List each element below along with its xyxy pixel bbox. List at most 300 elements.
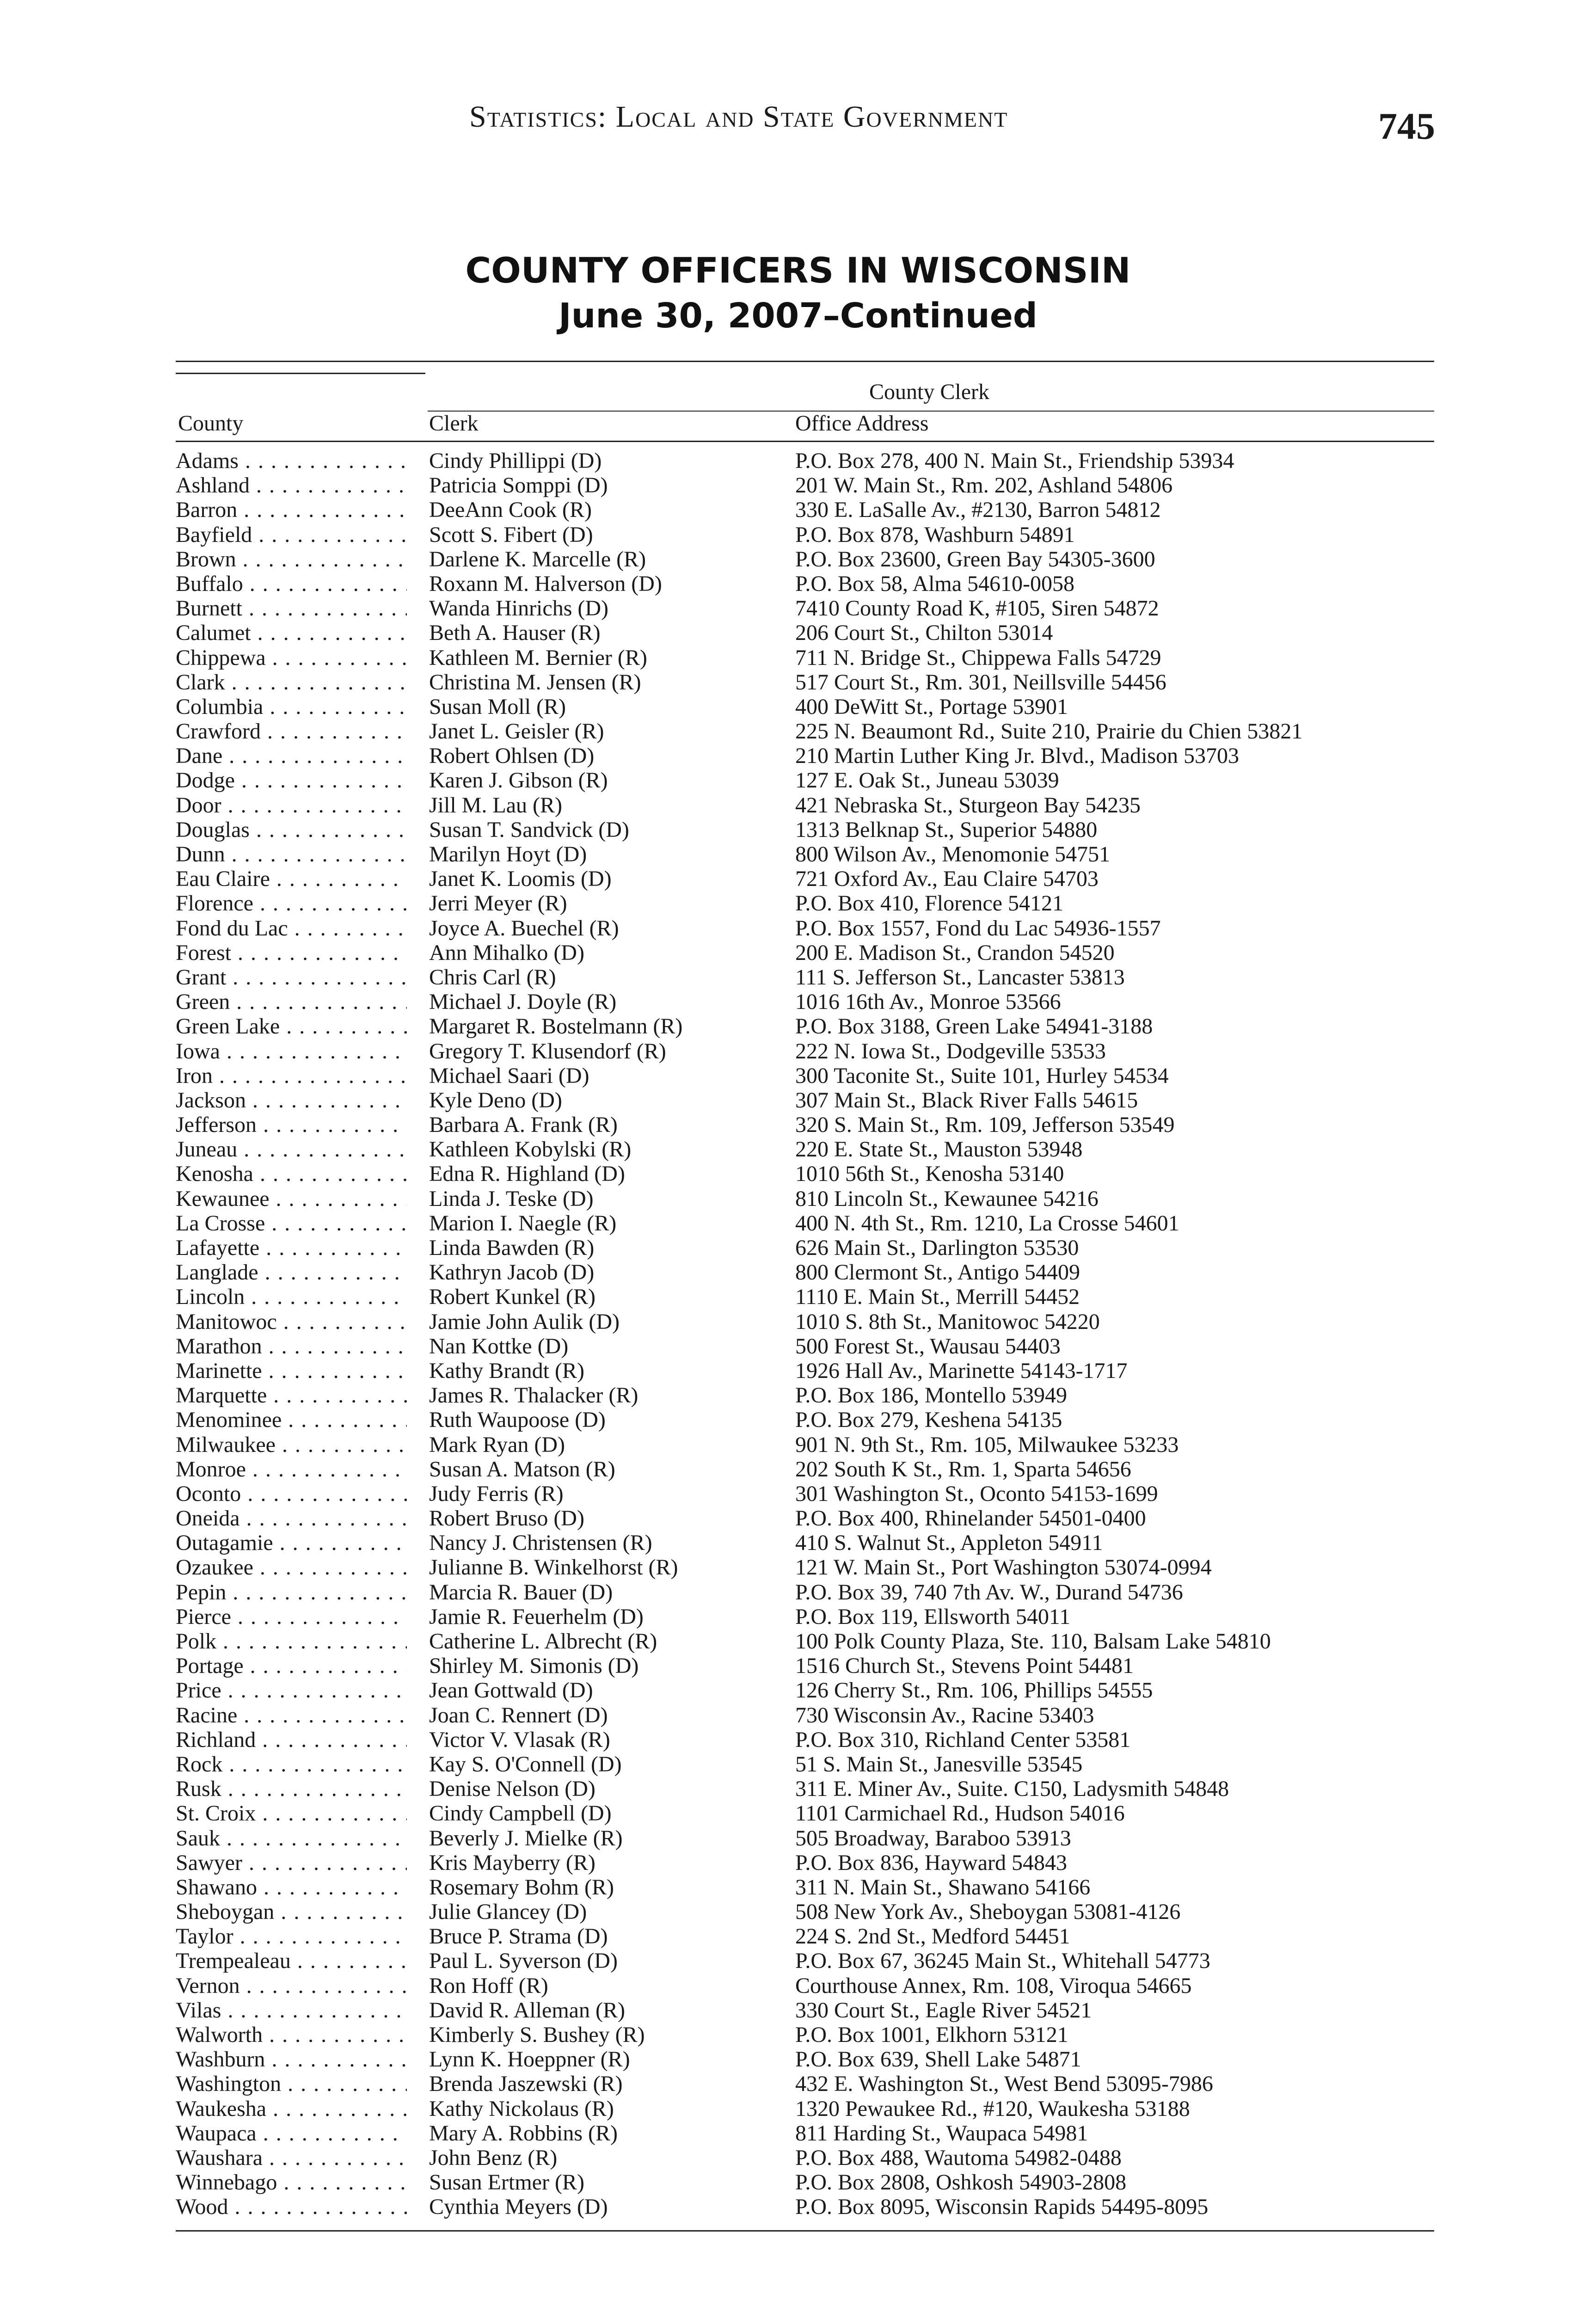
address-cell: 222 N. Iowa St., Dodgeville 53533: [795, 1039, 1106, 1064]
county-cell: La Crosse . . .: [176, 1211, 407, 1236]
county-cell: Lincoln . . .: [176, 1285, 407, 1309]
table-row: [176, 965, 1434, 990]
county-cell: Juneau . . .: [176, 1137, 407, 1162]
county-cell: Waushara . . .: [176, 2146, 407, 2170]
county-cell: Buffalo . . .: [176, 572, 407, 596]
table-row: [176, 1826, 1434, 1851]
county-cell: Fond du Lac . . .: [176, 916, 407, 941]
table-row: [176, 2047, 1434, 2072]
county-cell: Dodge . . .: [176, 768, 407, 793]
county-cell: Kewaunee . . .: [176, 1187, 407, 1211]
address-cell: 517 Court St., Rm. 301, Neillsville 54456: [795, 670, 1166, 695]
table-row: [176, 1900, 1434, 1924]
clerk-cell: Patricia Somppi (D): [429, 473, 608, 498]
address-cell: 1313 Belknap St., Superior 54880: [795, 817, 1098, 842]
table-row: [176, 1039, 1434, 1064]
clerk-cell: Linda Bawden (R): [429, 1236, 595, 1260]
table-row: [176, 2170, 1434, 2195]
county-cell: Forest . . .: [176, 941, 407, 965]
clerk-cell: Kathleen Kobylski (R): [429, 1137, 632, 1162]
clerk-cell: Barbara A. Frank (R): [429, 1113, 618, 1138]
address-cell: 800 Wilson Av., Menomonie 54751: [795, 842, 1111, 867]
address-cell: 1010 S. 8th St., Manitowoc 54220: [795, 1309, 1100, 1334]
table-row: [176, 1408, 1434, 1432]
county-cell: Waukesha . . .: [176, 2097, 407, 2121]
table-row: [176, 2023, 1434, 2047]
clerk-cell: Janet L. Geisler (R): [429, 719, 604, 744]
table-row: [176, 842, 1434, 867]
county-cell: Eau Claire . . .: [176, 867, 407, 891]
address-cell: 320 S. Main St., Rm. 109, Jefferson 53549: [795, 1113, 1175, 1138]
county-cell: Adams . . .: [176, 449, 407, 473]
county-cell: St. Croix . . .: [176, 1801, 407, 1826]
clerk-cell: Wanda Hinrichs (D): [429, 596, 609, 621]
address-cell: P.O. Box 488, Wautoma 54982-0488: [795, 2145, 1122, 2170]
table-row: [176, 523, 1434, 547]
address-cell: 220 E. State St., Mauston 53948: [795, 1137, 1083, 1162]
county-cell: Brown . . .: [176, 547, 407, 572]
address-cell: 721 Oxford Av., Eau Claire 54703: [795, 867, 1099, 892]
county-officer-table: [176, 449, 1434, 2220]
table-row: [176, 596, 1434, 621]
table-top-rule-short: [176, 373, 425, 374]
table-row: [176, 1064, 1434, 1088]
county-cell: Langlade . . .: [176, 1260, 407, 1285]
table-row: [176, 744, 1434, 768]
address-cell: 1926 Hall Av., Marinette 54143-1717: [795, 1358, 1128, 1383]
table-bottom-rule: [176, 2230, 1434, 2232]
county-cell: Winnebago . . .: [176, 2170, 407, 2195]
table-row: [176, 1236, 1434, 1260]
address-cell: 901 N. 9th St., Rm. 105, Milwaukee 53233: [795, 1432, 1179, 1457]
county-cell: Washburn . . .: [176, 2047, 407, 2072]
address-cell: 127 E. Oak St., Juneau 53039: [795, 768, 1059, 793]
table-row: [176, 1851, 1434, 1875]
clerk-cell: Margaret R. Bostelmann (R): [429, 1014, 683, 1039]
header-group-rule: [428, 411, 1434, 412]
address-cell: 100 Polk County Plaza, Ste. 110, Balsam Lake 54810: [795, 1629, 1271, 1654]
clerk-cell: Cindy Campbell (D): [429, 1801, 612, 1826]
table-row: [176, 1605, 1434, 1629]
county-cell: Marathon . . .: [176, 1334, 407, 1359]
address-cell: P.O. Box 39, 740 7th Av. W., Durand 54736: [795, 1580, 1183, 1605]
address-cell: P.O. Box 23600, Green Bay 54305-3600: [795, 547, 1155, 572]
table-row: [176, 1113, 1434, 1137]
address-cell: P.O. Box 119, Ellsworth 54011: [795, 1604, 1071, 1629]
county-cell: Iron . . .: [176, 1064, 407, 1088]
county-cell: Marquette . . .: [176, 1383, 407, 1408]
clerk-cell: Chris Carl (R): [429, 965, 556, 990]
clerk-cell: Michael J. Doyle (R): [429, 990, 617, 1015]
county-cell: Shawano . . .: [176, 1875, 407, 1900]
clerk-cell: Christina M. Jensen (R): [429, 670, 641, 695]
table-row: [176, 473, 1434, 498]
clerk-cell: Kris Mayberry (R): [429, 1850, 595, 1875]
address-cell: 301 Washington St., Oconto 54153-1699: [795, 1481, 1158, 1506]
address-cell: 811 Harding St., Waupaca 54981: [795, 2121, 1088, 2146]
clerk-cell: Jamie John Aulik (D): [429, 1309, 620, 1334]
clerk-cell: Nan Kottke (D): [429, 1334, 569, 1359]
county-cell: Kenosha . . .: [176, 1162, 407, 1186]
header-office-address: Office Address: [795, 411, 929, 436]
table-row: [176, 449, 1434, 473]
address-cell: 1320 Pewaukee Rd., #120, Waukesha 53188: [795, 2096, 1190, 2121]
clerk-cell: Lynn K. Hoeppner (R): [429, 2047, 630, 2072]
address-cell: P.O. Box 1557, Fond du Lac 54936-1557: [795, 916, 1161, 941]
county-cell: Price . . .: [176, 1678, 407, 1703]
table-row: [176, 867, 1434, 891]
county-cell: Douglas . . .: [176, 818, 407, 842]
address-cell: 300 Taconite St., Suite 101, Hurley 54534: [795, 1063, 1169, 1088]
table-row: [176, 1482, 1434, 1506]
address-cell: 711 N. Bridge St., Chippewa Falls 54729: [795, 645, 1161, 670]
county-cell: Sawyer . . .: [176, 1851, 407, 1875]
clerk-cell: Kathleen M. Bernier (R): [429, 645, 647, 670]
clerk-cell: Ann Mihalko (D): [429, 940, 584, 965]
clerk-cell: DeeAnn Cook (R): [429, 498, 592, 523]
table-row: [176, 1162, 1434, 1186]
clerk-cell: Marcia R. Bauer (D): [429, 1580, 613, 1605]
clerk-cell: Robert Kunkel (R): [429, 1285, 595, 1310]
clerk-cell: Kay S. O'Connell (D): [429, 1752, 622, 1777]
county-cell: Menominee . . .: [176, 1408, 407, 1432]
clerk-cell: Kathy Nickolaus (R): [429, 2096, 614, 2121]
address-cell: 1101 Carmichael Rd., Hudson 54016: [795, 1801, 1125, 1826]
county-cell: Bayfield . . .: [176, 523, 407, 547]
clerk-cell: Scott S. Fibert (D): [429, 522, 593, 547]
clerk-cell: David R. Alleman (R): [429, 1998, 625, 2023]
table-row: [176, 941, 1434, 965]
table-row: [176, 1752, 1434, 1777]
address-cell: P.O. Box 186, Montello 53949: [795, 1383, 1068, 1408]
clerk-cell: Susan Ertmer (R): [429, 2170, 584, 2195]
clerk-cell: Kyle Deno (D): [429, 1088, 562, 1113]
clerk-cell: Roxann M. Halverson (D): [429, 571, 662, 596]
table-row: [176, 1678, 1434, 1703]
table-row: [176, 1531, 1434, 1555]
table-row: [176, 1310, 1434, 1334]
clerk-cell: Jean Gottwald (D): [429, 1678, 593, 1703]
address-cell: 224 S. 2nd St., Medford 54451: [795, 1924, 1070, 1949]
header-bottom-rule: [176, 441, 1434, 442]
county-cell: Crawford . . .: [176, 719, 407, 744]
clerk-cell: Marilyn Hoyt (D): [429, 842, 587, 867]
address-cell: 307 Main St., Black River Falls 54615: [795, 1088, 1138, 1113]
county-cell: Wood . . .: [176, 2195, 407, 2219]
table-row: [176, 1580, 1434, 1605]
address-cell: P.O. Box 400, Rhinelander 54501-0400: [795, 1506, 1146, 1531]
county-cell: Oconto . . .: [176, 1482, 407, 1506]
county-cell: Washington . . .: [176, 2072, 407, 2096]
table-row: [176, 2097, 1434, 2121]
address-cell: P.O. Box 2808, Oshkosh 54903-2808: [795, 2170, 1127, 2195]
table-row: [176, 1260, 1434, 1285]
address-cell: 201 W. Main St., Rm. 202, Ashland 54806: [795, 473, 1173, 498]
county-cell: Waupaca . . .: [176, 2121, 407, 2146]
clerk-cell: Robert Bruso (D): [429, 1506, 584, 1531]
address-cell: 508 New York Av., Sheboygan 53081-4126: [795, 1900, 1181, 1925]
county-cell: Oneida . . .: [176, 1506, 407, 1531]
address-cell: 330 E. LaSalle Av., #2130, Barron 54812: [795, 498, 1161, 523]
table-row: [176, 1949, 1434, 1973]
address-cell: 210 Martin Luther King Jr. Blvd., Madison 53703: [795, 744, 1239, 769]
address-cell: 330 Court St., Eagle River 54521: [795, 1998, 1092, 2023]
address-cell: P.O. Box 3188, Green Lake 54941-3188: [795, 1014, 1153, 1039]
county-cell: Pepin . . .: [176, 1580, 407, 1605]
address-cell: 225 N. Beaumont Rd., Suite 210, Prairie du Chien 53821: [795, 719, 1303, 744]
address-cell: 51 S. Main St., Janesville 53545: [795, 1752, 1083, 1777]
table-row: [176, 498, 1434, 522]
table-row: [176, 1777, 1434, 1801]
table-row: [176, 1014, 1434, 1039]
clerk-cell: Catherine L. Albrecht (R): [429, 1629, 657, 1654]
table-row: [176, 2121, 1434, 2146]
table-row: [176, 1433, 1434, 1457]
table-row: [176, 1924, 1434, 1949]
clerk-cell: Ruth Waupoose (D): [429, 1408, 606, 1433]
county-cell: Vilas . . .: [176, 1998, 407, 2023]
county-cell: Taylor . . .: [176, 1924, 407, 1949]
address-cell: 400 N. 4th St., Rm. 1210, La Crosse 54601: [795, 1211, 1179, 1236]
clerk-cell: Judy Ferris (R): [429, 1481, 564, 1506]
table-row: [176, 1703, 1434, 1728]
address-cell: 206 Court St., Chilton 53014: [795, 621, 1053, 646]
clerk-cell: Janet K. Loomis (D): [429, 867, 612, 892]
address-cell: 1516 Church St., Stevens Point 54481: [795, 1654, 1134, 1679]
county-cell: Columbia . . .: [176, 695, 407, 719]
county-cell: Manitowoc . . .: [176, 1310, 407, 1334]
address-cell: P.O. Box 8095, Wisconsin Rapids 54495-8095: [795, 2195, 1209, 2220]
county-cell: Ozaukee . . .: [176, 1555, 407, 1580]
county-cell: Walworth . . .: [176, 2023, 407, 2047]
table-row: [176, 1285, 1434, 1309]
table-row: [176, 990, 1434, 1014]
clerk-cell: Julie Glancey (D): [429, 1900, 587, 1925]
table-row: [176, 2146, 1434, 2170]
address-cell: P.O. Box 1001, Elkhorn 53121: [795, 2023, 1068, 2047]
table-row: [176, 1359, 1434, 1383]
clerk-cell: Jamie R. Feuerhelm (D): [429, 1604, 644, 1629]
address-cell: 126 Cherry St., Rm. 106, Phillips 54555: [795, 1678, 1153, 1703]
county-cell: Monroe . . .: [176, 1457, 407, 1482]
table-top-rule: [176, 361, 1434, 362]
table-row: [176, 793, 1434, 818]
county-cell: Portage . . .: [176, 1654, 407, 1678]
table-row: [176, 1383, 1434, 1408]
table-row: [176, 1875, 1434, 1900]
clerk-cell: Michael Saari (D): [429, 1063, 589, 1088]
running-head: Statistics: Local and State Government: [469, 100, 1008, 134]
address-cell: P.O. Box 639, Shell Lake 54871: [795, 2047, 1081, 2072]
clerk-cell: Cynthia Meyers (D): [429, 2195, 608, 2220]
clerk-cell: Kathryn Jacob (D): [429, 1260, 595, 1285]
county-cell: Dunn . . .: [176, 842, 407, 867]
address-cell: 311 E. Miner Av., Suite. C150, Ladysmith 54848: [795, 1777, 1229, 1802]
address-cell: 1016 16th Av., Monroe 53566: [795, 990, 1061, 1015]
address-cell: 121 W. Main St., Port Washington 53074-0994: [795, 1555, 1212, 1580]
county-cell: Rusk . . .: [176, 1777, 407, 1801]
header-county: County: [178, 411, 244, 436]
clerk-cell: Julianne B. Winkelhorst (R): [429, 1555, 678, 1580]
clerk-cell: Kimberly S. Bushey (R): [429, 2023, 645, 2047]
table-row: [176, 1629, 1434, 1654]
table-row: [176, 818, 1434, 842]
clerk-cell: Beth A. Hauser (R): [429, 621, 601, 646]
clerk-cell: Robert Ohlsen (D): [429, 744, 595, 769]
clerk-cell: Beverly J. Mielke (R): [429, 1826, 623, 1851]
table-row: [176, 1137, 1434, 1162]
clerk-cell: Kathy Brandt (R): [429, 1358, 584, 1383]
clerk-cell: Darlene K. Marcelle (R): [429, 547, 646, 572]
table-row: [176, 916, 1434, 941]
address-cell: 432 E. Washington St., West Bend 53095-7986: [795, 2072, 1213, 2097]
clerk-cell: Victor V. Vlasak (R): [429, 1727, 610, 1752]
table-row: [176, 719, 1434, 744]
table-row: [176, 1506, 1434, 1531]
address-cell: 311 N. Main St., Shawano 54166: [795, 1875, 1091, 1900]
table-row: [176, 1728, 1434, 1752]
clerk-cell: Paul L. Syverson (D): [429, 1949, 618, 1974]
header-clerk: Clerk: [429, 411, 479, 436]
county-cell: Pierce . . .: [176, 1605, 407, 1629]
county-cell: Trempealeau . . .: [176, 1949, 407, 1973]
county-cell: Clark . . .: [176, 670, 407, 695]
address-cell: P.O. Box 878, Washburn 54891: [795, 522, 1075, 547]
table-row: [176, 572, 1434, 596]
table-row: [176, 695, 1434, 719]
clerk-cell: Marion I. Naegle (R): [429, 1211, 617, 1236]
table-row: [176, 1998, 1434, 2023]
county-cell: Burnett . . .: [176, 596, 407, 621]
address-cell: P.O. Box 310, Richland Center 53581: [795, 1727, 1131, 1752]
table-row: [176, 646, 1434, 670]
clerk-cell: John Benz (R): [429, 2145, 558, 2170]
address-cell: 626 Main St., Darlington 53530: [795, 1236, 1079, 1260]
county-cell: Chippewa . . .: [176, 646, 407, 670]
address-cell: 421 Nebraska St., Sturgeon Bay 54235: [795, 793, 1141, 818]
county-cell: Outagamie . . .: [176, 1531, 407, 1555]
county-cell: Barron . . .: [176, 498, 407, 522]
address-cell: 810 Lincoln St., Kewaunee 54216: [795, 1186, 1099, 1211]
table-row: [176, 670, 1434, 695]
clerk-cell: Karen J. Gibson (R): [429, 768, 608, 793]
clerk-cell: Susan Moll (R): [429, 694, 566, 719]
county-cell: Racine . . .: [176, 1703, 407, 1728]
header-county-clerk-group: County Clerk: [869, 380, 989, 404]
clerk-cell: Linda J. Teske (D): [429, 1186, 594, 1211]
table-row: [176, 1555, 1434, 1580]
address-cell: 800 Clermont St., Antigo 54409: [795, 1260, 1080, 1285]
clerk-cell: Jill M. Lau (R): [429, 793, 562, 818]
county-cell: Lafayette . . .: [176, 1236, 407, 1260]
table-row: [176, 768, 1434, 793]
clerk-cell: James R. Thalacker (R): [429, 1383, 638, 1408]
table-row: [176, 1187, 1434, 1211]
clerk-cell: Susan A. Matson (R): [429, 1457, 615, 1482]
clerk-cell: Bruce P. Strama (D): [429, 1924, 608, 1949]
table-row: [176, 1801, 1434, 1826]
table-row: [176, 891, 1434, 916]
address-cell: 410 S. Walnut St., Appleton 54911: [795, 1531, 1103, 1556]
address-cell: P.O. Box 279, Keshena 54135: [795, 1408, 1062, 1433]
clerk-cell: Nancy J. Christensen (R): [429, 1531, 652, 1556]
table-row: [176, 1654, 1434, 1678]
address-cell: 500 Forest St., Wausau 54403: [795, 1334, 1061, 1359]
page-number: 745: [1378, 105, 1435, 147]
county-cell: Green Lake . . .: [176, 1014, 407, 1039]
address-cell: P.O. Box 410, Florence 54121: [795, 891, 1063, 916]
clerk-cell: Mark Ryan (D): [429, 1432, 565, 1457]
address-cell: P.O. Box 58, Alma 54610-0058: [795, 571, 1075, 596]
county-cell: Green . . .: [176, 990, 407, 1014]
address-cell: 111 S. Jefferson St., Lancaster 53813: [795, 965, 1125, 990]
clerk-cell: Susan T. Sandvick (D): [429, 817, 629, 842]
county-cell: Dane . . .: [176, 744, 407, 768]
address-cell: 1110 E. Main St., Merrill 54452: [795, 1285, 1080, 1310]
table-row: [176, 1211, 1434, 1236]
clerk-cell: Mary A. Robbins (R): [429, 2121, 618, 2146]
address-cell: P.O. Box 67, 36245 Main St., Whitehall 54773: [795, 1949, 1210, 1974]
table-row: [176, 1334, 1434, 1359]
clerk-cell: Gregory T. Klusendorf (R): [429, 1039, 666, 1064]
clerk-cell: Joyce A. Buechel (R): [429, 916, 619, 941]
clerk-cell: Cindy Phillippi (D): [429, 449, 602, 473]
clerk-cell: Shirley M. Simonis (D): [429, 1654, 639, 1679]
clerk-cell: Ron Hoff (R): [429, 1973, 548, 1998]
county-cell: Jefferson . . .: [176, 1113, 407, 1137]
table-row: [176, 2195, 1434, 2219]
address-cell: 202 South K St., Rm. 1, Sparta 54656: [795, 1457, 1131, 1482]
county-cell: Sauk . . .: [176, 1826, 407, 1851]
table-row: [176, 621, 1434, 645]
county-cell: Door . . .: [176, 793, 407, 818]
county-cell: Jackson . . .: [176, 1088, 407, 1113]
page-title: COUNTY OFFICERS IN WISCONSIN: [465, 250, 1131, 291]
address-cell: 7410 County Road K, #105, Siren 54872: [795, 596, 1159, 621]
clerk-cell: Jerri Meyer (R): [429, 891, 567, 916]
clerk-cell: Brenda Jaszewski (R): [429, 2072, 623, 2097]
county-cell: Richland . . .: [176, 1728, 407, 1752]
county-cell: Polk . . .: [176, 1629, 407, 1654]
county-cell: Milwaukee . . .: [176, 1433, 407, 1457]
address-cell: 400 DeWitt St., Portage 53901: [795, 694, 1068, 719]
county-cell: Ashland . . .: [176, 473, 407, 498]
county-cell: Rock . . .: [176, 1752, 407, 1777]
table-row: [176, 2072, 1434, 2096]
county-cell: Vernon . . .: [176, 1974, 407, 1998]
clerk-cell: Joan C. Rennert (D): [429, 1703, 608, 1728]
clerk-cell: Denise Nelson (D): [429, 1777, 595, 1802]
address-cell: 200 E. Madison St., Crandon 54520: [795, 940, 1115, 965]
table-row: [176, 1974, 1434, 1998]
county-cell: Marinette . . .: [176, 1359, 407, 1383]
address-cell: 505 Broadway, Baraboo 53913: [795, 1826, 1071, 1851]
table-row: [176, 547, 1434, 572]
clerk-cell: Edna R. Highland (D): [429, 1162, 625, 1187]
county-cell: Grant . . .: [176, 965, 407, 990]
county-cell: Sheboygan . . .: [176, 1900, 407, 1924]
clerk-cell: Rosemary Bohm (R): [429, 1875, 614, 1900]
address-cell: P.O. Box 278, 400 N. Main St., Friendship 53934: [795, 449, 1234, 473]
address-cell: Courthouse Annex, Rm. 108, Viroqua 54665: [795, 1973, 1192, 1998]
county-cell: Calumet . . .: [176, 621, 407, 645]
address-cell: 1010 56th St., Kenosha 53140: [795, 1162, 1064, 1187]
page-subtitle: June 30, 2007–Continued: [559, 296, 1037, 336]
address-cell: P.O. Box 836, Hayward 54843: [795, 1850, 1067, 1875]
county-cell: Florence . . .: [176, 891, 407, 916]
table-row: [176, 1457, 1434, 1482]
table-row: [176, 1088, 1434, 1113]
